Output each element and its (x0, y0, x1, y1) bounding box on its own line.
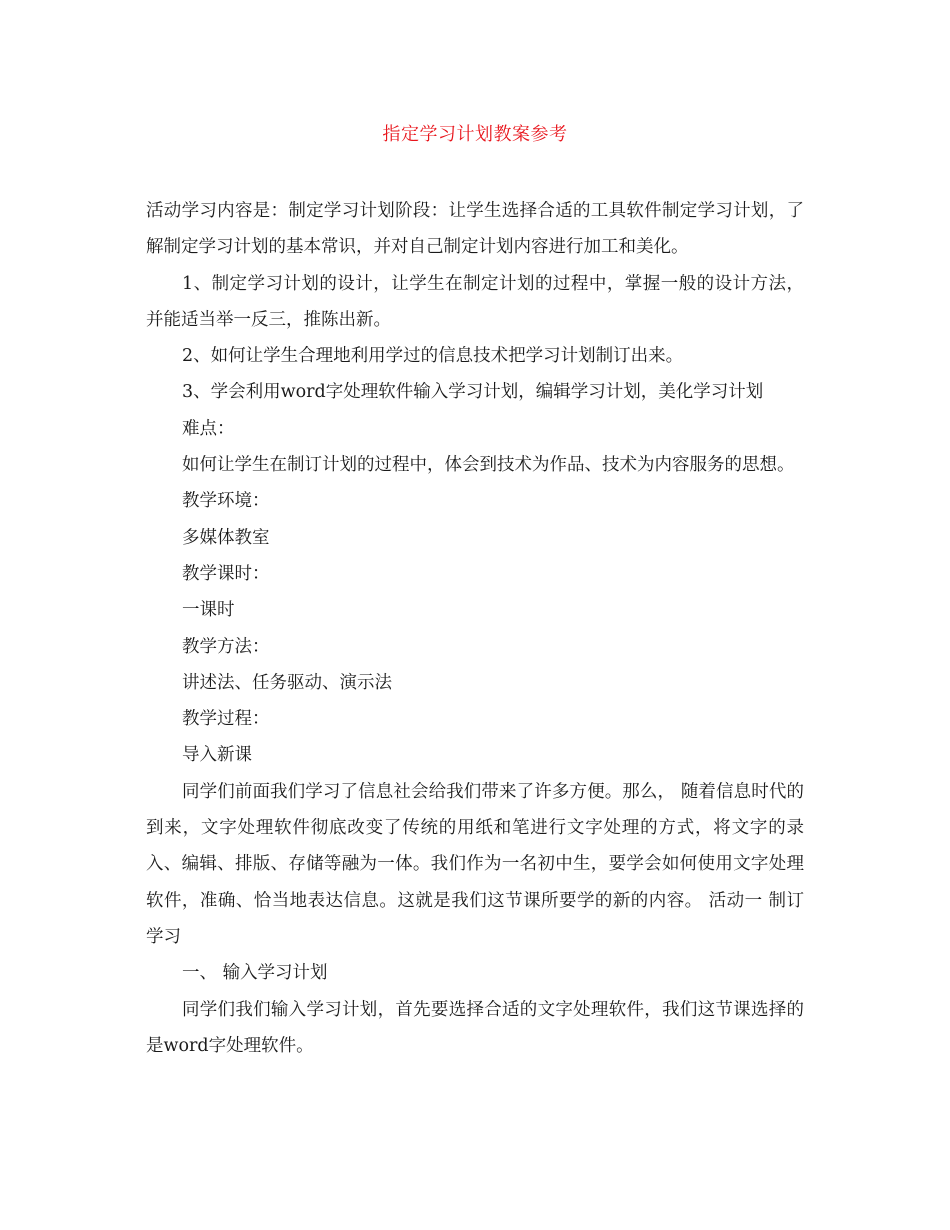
heading-method: 教学方法： (182, 636, 270, 657)
paragraph-intro-lesson: 同学们前面我们学习了信息社会给我们带来了许多方便。那么， 随着信息时代的到来，文字处理软件彻底改变了传统的用纸和笔进行文字处理的方式，将文字的录入、编辑、排版、存储等融为一体。我们作为一名初中生，要学会如何使用文字处理软件，准确、恰当地表达信息。这就是我们这节课所要学的新的内容。 活动一 制订学习 (146, 781, 804, 947)
paragraph-difficulty: 如何让学生在制订计划的过程中，体会到技术为作品、技术为内容服务的思想。 (182, 455, 795, 476)
paragraph-item-1: 1、制定学习计划的设计，让学生在制定计划的过程中，掌握一般的设计方法，并能适当举一反三，推陈出新。 (146, 273, 804, 330)
paragraph-item-2: 2、如何让学生合理地利用学过的信息技术把学习计划制订出来。 (182, 346, 684, 367)
heading-difficulty: 难点： (182, 418, 235, 439)
paragraph-class-hours: 一课时 (182, 600, 235, 621)
heading-environment: 教学环境： (182, 491, 270, 512)
heading-class-hours: 教学课时： (182, 563, 270, 584)
paragraph-input-plan: 同学们我们输入学习计划，首先要选择合适的文字处理软件，我们这节课选择的是word字处理软件。 (146, 999, 804, 1056)
paragraph-intro: 活动学习内容是：制定学习计划阶段：让学生选择合适的工具软件制定学习计划，了解制定学习计划的基本常识，并对自己制定计划内容进行加工和美化。 (146, 201, 804, 258)
document-body (146, 193, 804, 1064)
heading-input-plan: 一、 输入学习计划 (182, 963, 328, 984)
heading-intro-lesson: 导入新课 (182, 745, 252, 766)
document-title: 指定学习计划教案参考 (382, 124, 568, 145)
heading-process: 教学过程： (182, 709, 270, 730)
paragraph-method: 讲述法、任务驱动、演示法 (182, 672, 392, 693)
paragraph-item-3: 3、学会利用word字处理软件输入学习计划，编辑学习计划，美化学习计划 (182, 382, 764, 403)
paragraph-environment: 多媒体教室 (182, 527, 270, 548)
